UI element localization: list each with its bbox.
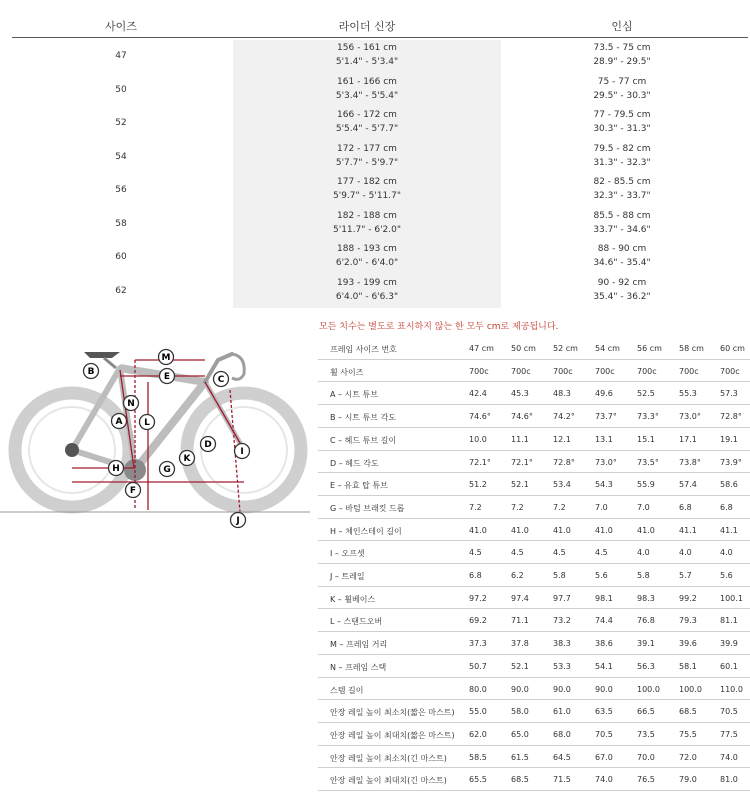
inseam-cm: 79.5 - 82 cm — [593, 143, 651, 154]
geometry-value: 5.6 — [720, 571, 733, 580]
geometry-value: 39.1 — [637, 639, 655, 649]
size-value: 58 — [115, 218, 127, 229]
geometry-row — [318, 609, 750, 632]
geometry-row — [318, 382, 750, 405]
rider-height-value — [333, 209, 401, 237]
geometry-value: 5.6 — [595, 571, 608, 580]
geometry-row — [318, 428, 750, 451]
marker-j: J — [236, 516, 240, 527]
geometry-value: 4.5 — [595, 548, 608, 558]
inseam-cm: 90 - 92 cm — [597, 277, 647, 288]
geometry-value: 700c — [511, 366, 531, 376]
geometry-value: 74.4 — [595, 616, 613, 626]
rider-height-value — [336, 276, 398, 304]
geometry-value: 51.2 — [469, 480, 487, 490]
geometry-value: 73.3° — [637, 412, 659, 422]
header-rider-height: 라이더 신장 — [338, 20, 396, 33]
geometry-row — [318, 360, 750, 383]
size-table-header — [0, 18, 750, 38]
height-ft: 6'4.0" - 6'6.3" — [335, 291, 399, 302]
geometry-label: I – 오프셋 — [330, 549, 365, 559]
geometry-value: 68.5 — [511, 775, 529, 785]
geometry-value: 5.8 — [637, 571, 650, 580]
geometry-value: 5.7 — [679, 571, 692, 580]
geometry-row — [318, 405, 750, 428]
marker-c: C — [217, 375, 225, 386]
geometry-value: 71.1 — [511, 616, 529, 626]
header-size: 사이즈 — [105, 20, 137, 33]
geometry-value: 11.1 — [511, 434, 529, 444]
marker-l: L — [144, 418, 150, 429]
marker-g: G — [163, 465, 171, 476]
geometry-value: 50 cm — [511, 344, 536, 353]
inseam-cm: 85.5 - 88 cm — [593, 210, 651, 221]
marker-b: B — [87, 367, 95, 378]
geometry-value: 7.2 — [511, 502, 524, 512]
geometry-value: 67.0 — [595, 752, 613, 762]
inseam-value — [593, 108, 650, 136]
geometry-value: 66.5 — [637, 707, 655, 717]
geometry-row — [318, 473, 750, 496]
geometry-value: 72.8° — [553, 457, 575, 467]
geometry-value: 74.2° — [553, 412, 575, 422]
geometry-value: 73.9° — [720, 457, 742, 467]
height-ft: 6'2.0" - 6'4.0" — [335, 258, 399, 268]
geometry-value: 81.0 — [720, 775, 738, 785]
geometry-label: 안장 레일 높이 최소치(짧은 마스트) — [330, 708, 455, 718]
geometry-value: 41.0 — [511, 525, 529, 535]
height-cm: 193 - 199 cm — [337, 277, 397, 288]
geometry-value: 45.3 — [511, 389, 529, 399]
geometry-value: 54.1 — [595, 661, 613, 671]
geometry-value: 58 cm — [679, 344, 704, 353]
geometry-value: 98.1 — [595, 593, 613, 603]
geometry-value: 39.9 — [720, 639, 738, 649]
inseam-in: 29.5" - 30.3" — [593, 90, 651, 101]
geometry-value: 7.0 — [595, 502, 608, 512]
geometry-value: 100.0 — [679, 684, 702, 694]
geometry-label: H – 체인스테이 길이 — [330, 526, 402, 536]
geometry-value: 90.0 — [511, 684, 529, 694]
geometry-label: 스템 길이 — [330, 685, 364, 695]
geometry-value: 80.0 — [469, 684, 487, 694]
geometry-label: 안장 레일 높이 최대치(짧은 마스트) — [330, 730, 455, 740]
geometry-value: 6.8 — [469, 571, 482, 580]
geometry-row — [318, 678, 750, 701]
size-value: 50 — [115, 84, 127, 95]
geometry-value: 48.3 — [553, 389, 571, 399]
inseam-cm: 73.5 - 75 cm — [593, 43, 651, 53]
bike-illustration — [15, 352, 301, 507]
geometry-value: 4.5 — [553, 548, 566, 558]
geometry-label: C – 헤드 튜브 길이 — [330, 435, 397, 445]
geometry-value: 97.4 — [511, 593, 529, 603]
geometry-value: 73.2 — [553, 616, 571, 626]
geometry-value: 57.3 — [720, 389, 738, 399]
inseam-cm: 82 - 85.5 cm — [593, 177, 651, 187]
geometry-value: 56 cm — [637, 344, 662, 353]
geometry-row — [318, 768, 750, 791]
geometry-value: 68.5 — [679, 707, 697, 717]
geometry-value: 100.0 — [637, 684, 660, 694]
header-inseam: 인심 — [611, 20, 633, 33]
geometry-row — [318, 746, 750, 769]
geometry-value: 97.2 — [469, 593, 487, 603]
geometry-label: 프레임 사이즈 번호 — [330, 345, 397, 354]
inseam-value — [593, 242, 650, 270]
height-ft: 5'3.4" - 5'5.4" — [335, 90, 399, 101]
geometry-value: 74.0 — [595, 775, 613, 785]
geometry-row — [318, 519, 750, 542]
geometry-value: 97.7 — [553, 593, 571, 603]
geometry-value: 70.0 — [637, 752, 655, 762]
height-ft: 5'9.7" - 5'11.7" — [332, 191, 402, 201]
geometry-value: 75.5 — [679, 729, 697, 739]
geometry-value: 61.0 — [553, 707, 571, 717]
inseam-in: 30.3" - 31.3" — [593, 124, 651, 134]
geometry-row — [318, 632, 750, 655]
size-row — [0, 208, 750, 242]
height-cm: 188 - 193 cm — [337, 244, 397, 254]
geometry-value: 700c — [720, 366, 740, 376]
geometry-value: 56.3 — [637, 661, 655, 671]
geometry-value: 57.4 — [679, 480, 697, 490]
geometry-value: 54 cm — [595, 344, 620, 353]
geometry-value: 49.6 — [595, 389, 613, 399]
geometry-value: 100.1 — [720, 593, 743, 603]
height-ft: 5'1.4" - 5'3.4" — [335, 57, 399, 67]
height-cm: 166 - 172 cm — [337, 110, 397, 120]
inseam-in: 33.7" - 34.6" — [593, 224, 651, 235]
header-divider — [12, 37, 748, 38]
geometry-value: 4.0 — [679, 548, 692, 558]
geometry-value: 4.0 — [720, 548, 733, 558]
units-note: 모든 치수는 별도로 표시하지 않는 한 모두 cm로 제공됩니다. — [319, 322, 559, 332]
height-ft: 5'11.7" - 6'2.0" — [332, 224, 402, 235]
geometry-label: G – 바텀 브래킷 드롭 — [330, 503, 405, 513]
geometry-value: 73.7° — [595, 412, 617, 422]
inseam-in: 31.3" - 32.3" — [593, 157, 651, 168]
geometry-value: 74.0 — [720, 752, 738, 762]
rider-height-value — [336, 142, 398, 170]
geometry-value: 79.3 — [679, 616, 697, 626]
geometry-value: 41.1 — [679, 525, 697, 535]
geometry-label: K – 휠베이스 — [330, 594, 376, 604]
geometry-value: 50.7 — [469, 661, 487, 671]
marker-i: I — [240, 447, 244, 458]
geometry-value: 10.0 — [469, 434, 487, 444]
inseam-value — [593, 75, 650, 103]
geometry-value: 64.5 — [553, 752, 571, 762]
geometry-value: 38.3 — [553, 639, 571, 649]
geometry-value: 76.5 — [637, 775, 655, 785]
inseam-value — [593, 209, 650, 237]
inseam-in: 35.4" - 36.2" — [593, 291, 651, 302]
geometry-row — [318, 700, 750, 723]
geometry-value: 7.2 — [553, 502, 566, 512]
rider-height-value — [336, 242, 398, 270]
geometry-value: 47 cm — [469, 344, 494, 353]
geometry-value: 77.5 — [720, 729, 738, 739]
geometry-value: 72.1° — [469, 457, 491, 467]
cassette — [65, 443, 79, 457]
geometry-value: 58.6 — [720, 480, 738, 490]
size-row — [0, 40, 750, 74]
inseam-in: 32.3" - 33.7" — [593, 191, 651, 201]
geometry-value: 41.1 — [720, 525, 738, 535]
size-value: 60 — [115, 252, 127, 262]
marker-n: N — [127, 399, 135, 410]
geometry-label: E – 유효 탑 튜브 — [330, 481, 388, 491]
bike-geometry-diagram — [0, 330, 310, 530]
geometry-value: 6.2 — [511, 571, 524, 580]
size-row — [0, 107, 750, 141]
geometry-row — [318, 451, 750, 474]
geometry-value: 5.8 — [553, 571, 566, 580]
inseam-cm: 75 - 77 cm — [597, 76, 647, 87]
geometry-value: 76.8 — [637, 616, 655, 626]
seatpost — [104, 358, 116, 368]
geometry-value: 15.1 — [637, 434, 655, 444]
geometry-value: 19.1 — [720, 434, 738, 444]
marker-e: E — [163, 372, 171, 383]
size-value: 54 — [115, 151, 127, 162]
geometry-value: 63.5 — [595, 707, 613, 717]
inseam-cm: 77 - 79.5 cm — [593, 110, 651, 120]
geometry-value: 41.0 — [595, 525, 613, 535]
geometry-label: D – 헤드 각도 — [330, 458, 379, 468]
size-value: 62 — [115, 285, 127, 296]
geometry-value: 53.3 — [553, 661, 571, 671]
geometry-value: 41.0 — [469, 525, 487, 535]
geometry-value: 99.2 — [679, 593, 697, 603]
rider-height-value — [336, 41, 398, 69]
geometry-value: 53.4 — [553, 480, 571, 490]
geometry-value: 7.2 — [469, 502, 482, 512]
geometry-value: 110.0 — [720, 684, 743, 694]
inseam-in: 34.6" - 35.4" — [593, 258, 651, 268]
geometry-row — [318, 496, 750, 519]
inseam-value — [593, 276, 650, 304]
geometry-value: 4.5 — [469, 548, 482, 558]
geometry-value: 52.5 — [637, 389, 655, 399]
height-cm: 156 - 161 cm — [337, 43, 397, 53]
size-value: 47 — [115, 51, 127, 61]
geometry-value: 73.0° — [679, 412, 701, 422]
geometry-value: 90.0 — [595, 684, 613, 694]
geometry-value: 74.6° — [469, 412, 491, 422]
geometry-label: B – 시트 튜브 각도 — [330, 413, 397, 423]
rider-height-value — [333, 175, 401, 203]
rider-height-value — [336, 108, 398, 136]
height-ft: 5'7.7" - 5'9.7" — [335, 157, 399, 168]
geometry-value: 17.1 — [679, 434, 697, 444]
geometry-label: 안장 레일 높이 최소치(긴 마스트) — [330, 753, 447, 763]
marker-d: D — [204, 440, 212, 451]
geometry-value: 60 cm — [720, 344, 745, 353]
geometry-value: 52 cm — [553, 344, 578, 353]
geometry-value: 70.5 — [595, 729, 613, 739]
marker-f: F — [129, 486, 137, 497]
rider-height-value — [336, 75, 398, 103]
geometry-value: 72.8° — [720, 412, 742, 422]
size-row — [0, 241, 750, 275]
height-cm: 177 - 182 cm — [337, 177, 397, 187]
geometry-value: 37.8 — [511, 639, 529, 649]
geometry-label: N – 프레임 스택 — [330, 662, 387, 672]
marker-k: K — [183, 454, 191, 465]
geometry-value: 70.5 — [720, 707, 738, 717]
inseam-value — [593, 142, 650, 170]
geometry-value: 58.5 — [469, 752, 487, 762]
size-row — [0, 141, 750, 175]
geometry-value: 700c — [469, 366, 489, 376]
geometry-value: 60.1 — [720, 661, 738, 671]
inseam-cm: 88 - 90 cm — [597, 244, 647, 254]
marker-m: M — [161, 353, 171, 364]
geometry-header-row — [318, 337, 750, 360]
size-row — [0, 74, 750, 108]
geometry-value: 58.1 — [679, 661, 697, 671]
geometry-value: 42.4 — [469, 389, 487, 399]
geometry-value: 74.6° — [511, 412, 533, 422]
geometry-value: 73.5 — [637, 729, 655, 739]
geometry-value: 61.5 — [511, 752, 529, 762]
geometry-value: 7.0 — [637, 502, 650, 512]
geometry-value: 73.8° — [679, 457, 701, 467]
geometry-value: 52.1 — [511, 661, 529, 671]
height-cm: 172 - 177 cm — [337, 143, 397, 154]
marker-h: H — [112, 464, 120, 475]
drop-bar — [232, 354, 244, 379]
geometry-label: M – 프레임 거리 — [330, 640, 388, 650]
geometry-value: 65.0 — [511, 729, 529, 739]
row-divider — [318, 790, 750, 791]
geometry-row — [318, 541, 750, 564]
geometry-value: 13.1 — [595, 434, 613, 444]
geometry-value: 39.6 — [679, 639, 697, 649]
geometry-value: 98.3 — [637, 593, 655, 603]
height-ft: 5'5.4" - 5'7.7" — [335, 124, 399, 134]
geometry-value: 6.8 — [679, 502, 692, 512]
geometry-value: 41.0 — [637, 525, 655, 535]
geometry-label: 안장 레일 높이 최대치(긴 마스트) — [330, 776, 447, 786]
inseam-value — [593, 41, 650, 69]
geometry-value: 41.0 — [553, 525, 571, 535]
geometry-value: 62.0 — [469, 729, 487, 739]
size-value: 56 — [115, 185, 127, 195]
marker-a: A — [115, 417, 123, 428]
geometry-row — [318, 655, 750, 678]
geometry-value: 73.0° — [595, 457, 617, 467]
geometry-value: 81.1 — [720, 616, 738, 626]
geometry-label: 휠 사이즈 — [330, 367, 364, 377]
geometry-value: 55.0 — [469, 707, 487, 717]
geometry-value: 54.3 — [595, 480, 613, 490]
size-row — [0, 275, 750, 309]
geometry-value: 52.1 — [511, 480, 529, 490]
geometry-value: 73.5° — [637, 457, 659, 467]
geometry-value: 55.9 — [637, 480, 655, 490]
geometry-value: 65.5 — [469, 775, 487, 785]
inseam-value — [593, 175, 650, 203]
geometry-value: 38.6 — [595, 639, 613, 649]
geometry-value: 4.0 — [637, 548, 650, 558]
geometry-value: 72.0 — [679, 752, 697, 762]
geometry-label: L – 스탠드오버 — [330, 617, 383, 627]
geometry-value: 700c — [553, 366, 573, 376]
geometry-value: 55.3 — [679, 389, 697, 399]
geometry-label: J – 트레일 — [330, 572, 365, 581]
geometry-row — [318, 723, 750, 746]
geometry-value: 6.8 — [720, 502, 733, 512]
geometry-value: 72.1° — [511, 457, 533, 467]
geometry-value: 79.0 — [679, 775, 697, 785]
geometry-value: 12.1 — [553, 434, 571, 444]
geometry-label: A – 시트 튜브 — [330, 390, 379, 400]
geometry-value: 68.0 — [553, 729, 571, 739]
geometry-value: 71.5 — [553, 775, 571, 785]
geometry-value: 90.0 — [553, 684, 571, 694]
geometry-value: 700c — [595, 366, 615, 376]
size-value: 52 — [115, 118, 127, 128]
geometry-value: 4.5 — [511, 548, 524, 558]
geometry-value: 700c — [679, 366, 699, 376]
size-row — [0, 174, 750, 208]
geometry-row — [318, 564, 750, 587]
height-cm: 182 - 188 cm — [337, 210, 397, 221]
inseam-in: 28.9" - 29.5" — [593, 57, 651, 67]
geometry-value: 58.0 — [511, 707, 529, 717]
geometry-value: 37.3 — [469, 639, 487, 649]
height-cm: 161 - 166 cm — [337, 76, 397, 87]
geometry-value: 69.2 — [469, 616, 487, 626]
geometry-value: 700c — [637, 366, 657, 376]
geometry-row — [318, 587, 750, 610]
saddle — [84, 352, 120, 358]
